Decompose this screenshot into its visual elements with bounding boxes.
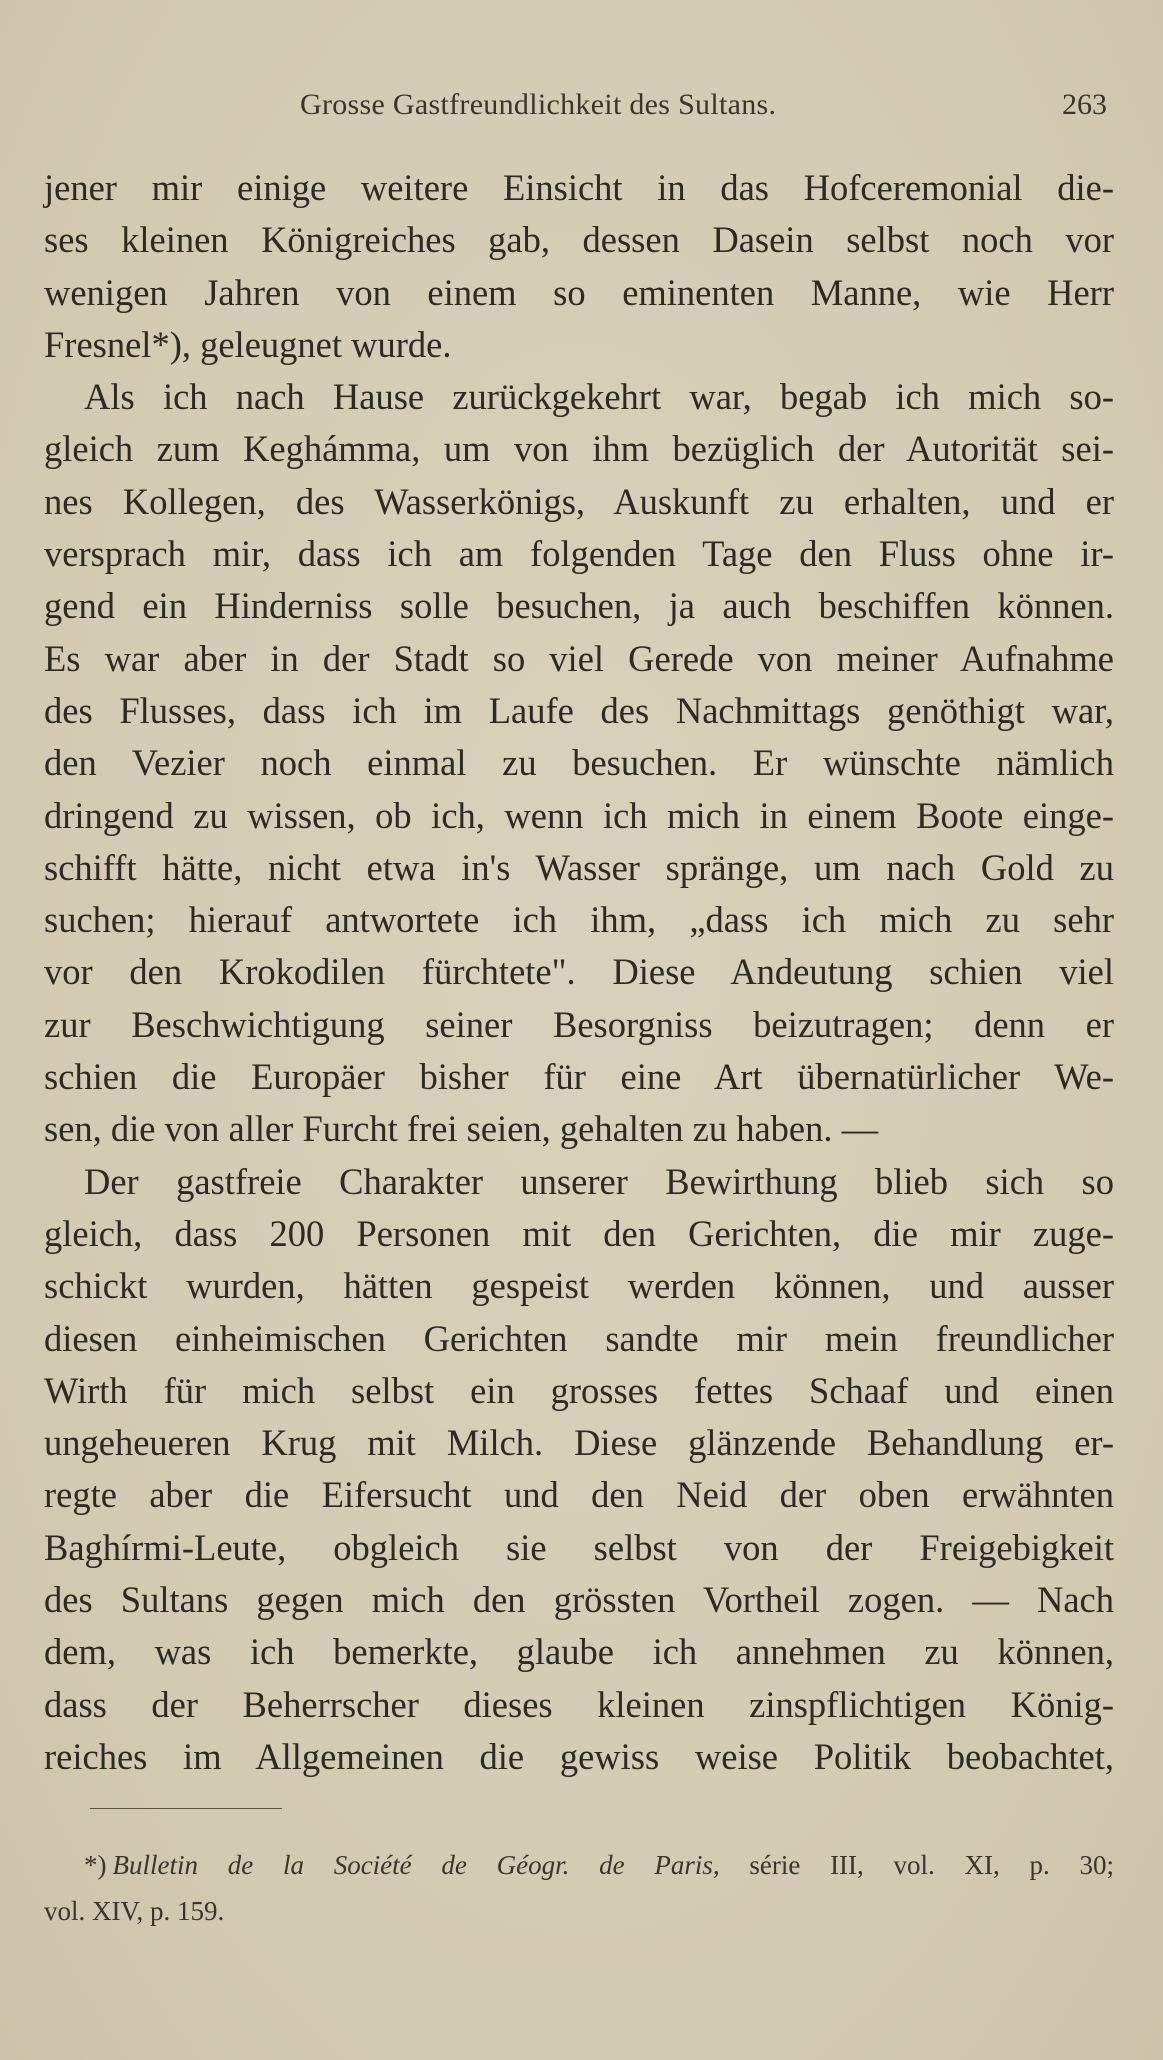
text-line: Es war aber in der Stadt so viel Gerede von meiner Aufnahme	[44, 637, 1114, 679]
footnote-line: vol. XIV, p. 159.	[44, 1896, 225, 1926]
text-line: Wirth für mich selbst ein grosses fettes Schaaf und einen	[44, 1369, 1114, 1411]
footnote	[44, 1842, 1114, 1934]
footnote-citation-details: série III, vol. XI, p. 30;	[749, 1850, 1115, 1880]
text-line: sen, die von aller Furcht frei seien, gehalten zu haben. —	[44, 1108, 879, 1150]
running-header	[0, 88, 1163, 128]
text-line: gend ein Hinderniss solle besuchen, ja auch beschiffen können.	[44, 585, 1114, 627]
text-line: des Flusses, dass ich im Laufe des Nachmittags genöthigt war,	[44, 689, 1114, 731]
paragraph-start-line: Der gastfreie Charakter unserer Bewirthung blieb sich so	[84, 1160, 1114, 1202]
footnote-line	[44, 1842, 1114, 1888]
text-line: suchen; hierauf antwortete ich ihm, „dass ich mich zu sehr	[44, 899, 1114, 941]
text-line: diesen einheimischen Gerichten sandte mir mein freundlicher	[44, 1317, 1114, 1359]
footnote-citation-title: Bulletin de la Société de Géogr. de Paris,	[112, 1850, 720, 1880]
text-line: ungeheueren Krug mit Milch. Diese glänzende Behandlung er-	[44, 1422, 1114, 1464]
text-line: ses kleinen Königreiches gab, dessen Dasein selbst noch vor	[44, 219, 1114, 261]
text-line: schifft hätte, nicht etwa in's Wasser spränge, um nach Gold zu	[44, 846, 1114, 888]
footnote-marker: *)	[84, 1850, 107, 1880]
text-line: wenigen Jahren von einem so eminenten Manne, wie Herr	[44, 271, 1114, 313]
text-line: Baghírmi-Leute, obgleich sie selbst von der Freigebigkeit	[44, 1526, 1114, 1568]
text-line: dem, was ich bemerkte, glaube ich annehmen zu können,	[44, 1631, 1114, 1673]
text-line: dringend zu wissen, ob ich, wenn ich mich in einem Boote einge-	[44, 794, 1114, 836]
footnote-divider	[90, 1808, 282, 1809]
text-line: jener mir einige weitere Einsicht in das Hofceremonial die-	[44, 167, 1114, 208]
text-line: zur Beschwichtigung seiner Besorgniss beizutragen; denn er	[44, 1003, 1114, 1045]
text-line: den Vezier noch einmal zu besuchen. Er wünschte nämlich	[44, 742, 1114, 784]
text-line: gleich, dass 200 Personen mit den Gerichten, die mir zuge-	[44, 1212, 1114, 1254]
text-line: vor den Krokodilen fürchtete". Diese Andeutung schien viel	[44, 951, 1114, 993]
page-number: 263	[1062, 88, 1107, 121]
text-line: regte aber die Eifersucht und den Neid der oben erwähnten	[44, 1474, 1114, 1516]
running-title: Grosse Gastfreundlichkeit des Sultans.	[300, 88, 777, 121]
text-line: reiches im Allgemeinen die gewiss weise Politik beobachtet,	[44, 1735, 1114, 1777]
text-line: versprach mir, dass ich am folgenden Tage den Fluss ohne ir-	[44, 533, 1114, 575]
text-line: schickt wurden, hätten gespeist werden können, und ausser	[44, 1265, 1114, 1307]
text-line: nes Kollegen, des Wasserkönigs, Auskunft zu erhalten, und er	[44, 480, 1114, 522]
text-line: dass der Beherrscher dieses kleinen zinspflichtigen König-	[44, 1683, 1114, 1725]
text-line: des Sultans gegen mich den grössten Vortheil zogen. — Nach	[44, 1579, 1114, 1621]
body-text	[44, 162, 1114, 1783]
paragraph-start-line: Als ich nach Hause zurückgekehrt war, begab ich mich so-	[84, 376, 1114, 418]
text-line: Fresnel*), geleugnet wurde.	[44, 323, 452, 365]
text-line: schien die Europäer bisher für eine Art übernatürlicher We-	[44, 1056, 1114, 1098]
text-line: gleich zum Keghámma, um von ihm bezüglich der Autorität sei-	[44, 428, 1114, 470]
